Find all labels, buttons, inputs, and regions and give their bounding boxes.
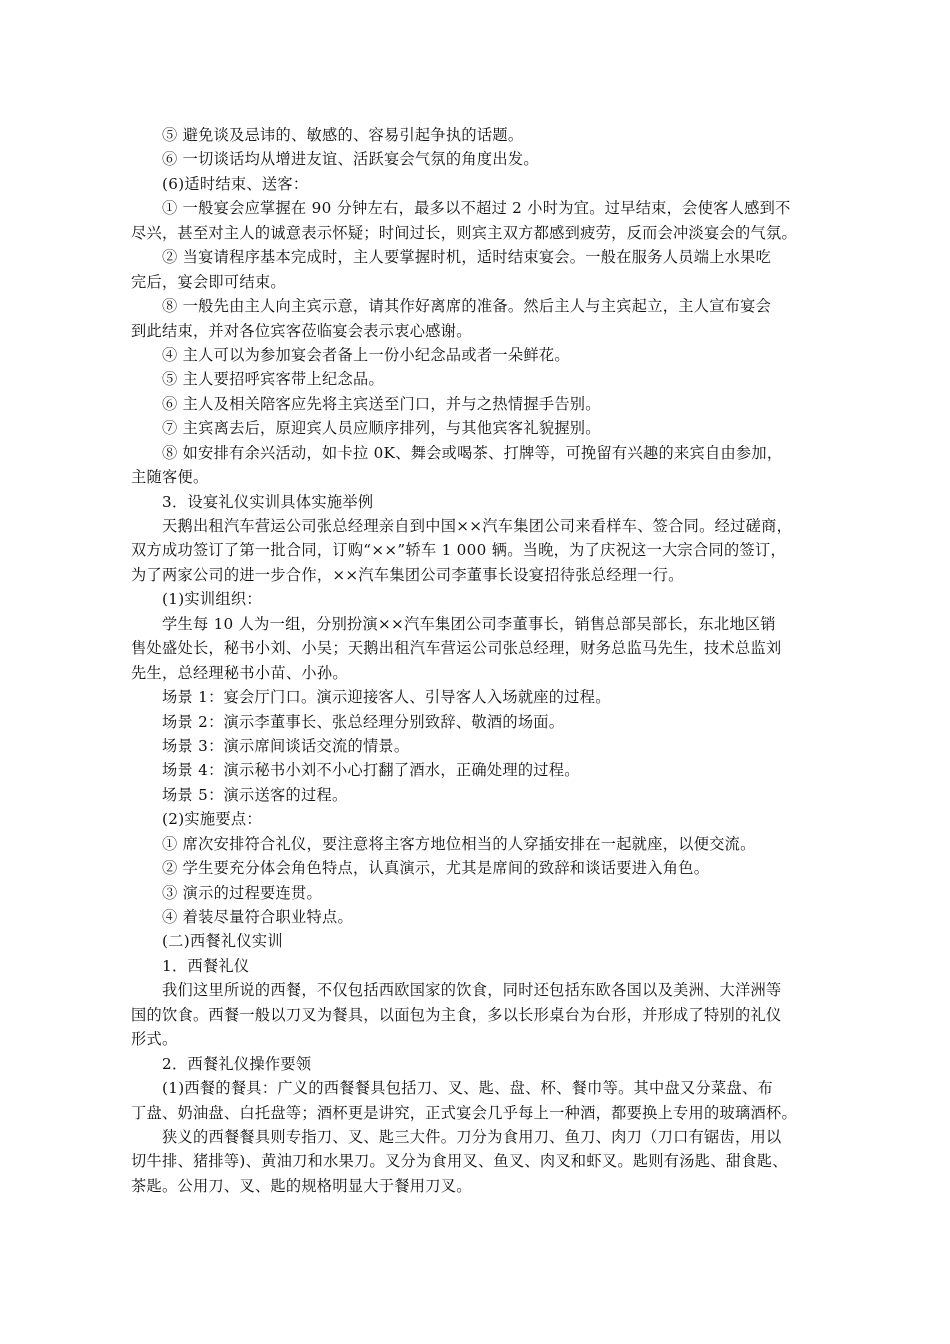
text-line: (二)西餐礼仪实训 — [162, 932, 283, 951]
text-line: ① 一般宴会应掌握在 90 分钟左右，最多以不超过 2 小时为宜。过早结束，会使客人感到不 — [162, 199, 791, 218]
text-line: ⑤ 主人要招呼宾客带上纪念品。 — [162, 370, 384, 389]
text-line: 到此结束，并对各位宾客莅临宴会表示衷心感谢。 — [131, 321, 472, 340]
text-line: 场景 3：演示席间谈话交流的情景。 — [162, 736, 410, 755]
text-line: 完后，宴会即可结束。 — [131, 272, 286, 291]
document-page — [131, 123, 841, 1198]
text-line: ⑧ 如安排有余兴活动，如卡拉 0K、舞会或喝茶、打牌等，可挽留有兴趣的来宾自由参加， — [162, 443, 783, 462]
text-line: ⑧ 一般先由主人向主宾示意，请其作好离席的准备。然后主人与主宾起立，主人宣布宴会 — [162, 297, 772, 316]
text-line: 国的饮食。西餐一般以刀叉为餐具，以面包为主食，多以长形桌台为台形，并形成了特别的礼仪 — [131, 1005, 782, 1024]
text-line: 场景 1：宴会厅门口。演示迎接客人、引导客人入场就座的过程。 — [162, 688, 611, 707]
text-line: ⑤ 避免谈及忌讳的、敏感的、容易引起争执的话题。 — [162, 126, 524, 144]
text-line: 我们这里所说的西餐，不仅包括西欧国家的饮食，同时还包括东欧各国以及美洲、大洋洲等 — [162, 981, 782, 1000]
text-line: ② 学生要充分体会角色特点，认真演示，尤其是席间的致辞和谈话要进入角色。 — [162, 859, 710, 878]
text-line: ④ 主人可以为参加宴会者备上一份小纪念品或者一朵鲜花。 — [162, 345, 570, 364]
text-line: 狭义的西餐餐具则专指刀、叉、匙三大件。刀分为食用刀、鱼刀、肉刀（刀口有锯齿，用以 — [162, 1127, 782, 1146]
text-line: 场景 4：演示秘书小刘不小心打翻了酒水，正确处理的过程。 — [162, 761, 580, 780]
text-line: (2)实施要点： — [162, 810, 262, 829]
text-line: 先生，总经理秘书小苗、小孙。 — [131, 663, 348, 682]
text-line: ⑦ 主宾离去后，原迎宾人员应顺序排列，与其他宾客礼貌握别。 — [162, 419, 601, 438]
text-line: 丁盘、奶油盘、白托盘等；酒杯更是讲究，正式宴会几乎每上一种酒，都要换上专用的玻璃酒杯。 — [131, 1103, 797, 1122]
text-line: ④ 着装尽量符合职业特点。 — [162, 908, 353, 926]
text-line: 尽兴，甚至对主人的诚意表示怀疑；时间过长，则宾主双方都感到疲劳，反而会冲淡宴会的气氛。 — [131, 223, 797, 242]
text-line: (1)实训组织： — [162, 590, 262, 609]
text-line: 切牛排、猪排等)、黄油刀和水果刀。叉分为食用叉、鱼叉、肉叉和虾叉。匙则有汤匙、甜食匙、 — [131, 1152, 788, 1171]
text-line: ② 当宴请程序基本完成时，主人要掌握时机，适时结束宴会。一般在服务人员端上水果吃 — [162, 248, 772, 267]
text-line: ① 席次安排符合礼仪，要注意将主客方地位相当的人穿插安排在一起就座，以便交流。 — [162, 834, 756, 853]
text-line: 茶匙。公用刀、叉、匙的规格明显大于餐用刀叉。 — [131, 1176, 472, 1195]
text-line: 主随客便。 — [131, 468, 209, 487]
text-line: ⑥ 一切谈话均从增进友谊、活跃宴会气氛的角度出发。 — [162, 150, 539, 169]
text-line: 天鹅出租汽车营运公司张总经理亲自到中国××汽车集团公司来看样车、签合同。经过磋商， — [162, 517, 793, 535]
text-line: ⑥ 主人及相关陪客应先将主宾送至门口，并与之热情握手告别。 — [162, 394, 601, 413]
text-line: 3．设宴礼仪实训具体实施举例 — [162, 492, 374, 511]
text-line: ③ 演示的过程要连贯。 — [162, 883, 323, 902]
text-line: 学生每 10 人为一组，分别扮演××汽车集团公司李董事长，销售总部吴部长，东北地区销 — [162, 614, 776, 633]
text-line: 场景 5：演示送客的过程。 — [162, 785, 348, 804]
text-line: (1)西餐的餐具：广义的西餐餐具包括刀、叉、匙、盘、杯、餐巾等。其中盘又分菜盘、布 — [162, 1079, 773, 1098]
text-line: (6)适时结束、送客： — [162, 174, 309, 193]
text-line: 为了两家公司的进一步合作，××汽车集团公司李董事长设宴招待张总经理一行。 — [131, 565, 684, 584]
text-line: 场景 2：演示李董事长、张总经理分别致辞、敬酒的场面。 — [162, 712, 565, 731]
text-line: 1．西餐礼仪 — [162, 956, 250, 975]
text-line: 2．西餐礼仪操作要领 — [162, 1054, 312, 1073]
text-line: 双方成功签订了第一批合同，订购“××”轿车 1 000 辆。当晚，为了庆祝这一大宗合同的签订， — [131, 541, 786, 560]
text-line: 售处盛处长，秘书小刘、小吴；天鹅出租汽车营运公司张总经理，财务总监马先生，技术总监刘 — [131, 639, 782, 658]
text-line: 形式。 — [131, 1030, 178, 1049]
